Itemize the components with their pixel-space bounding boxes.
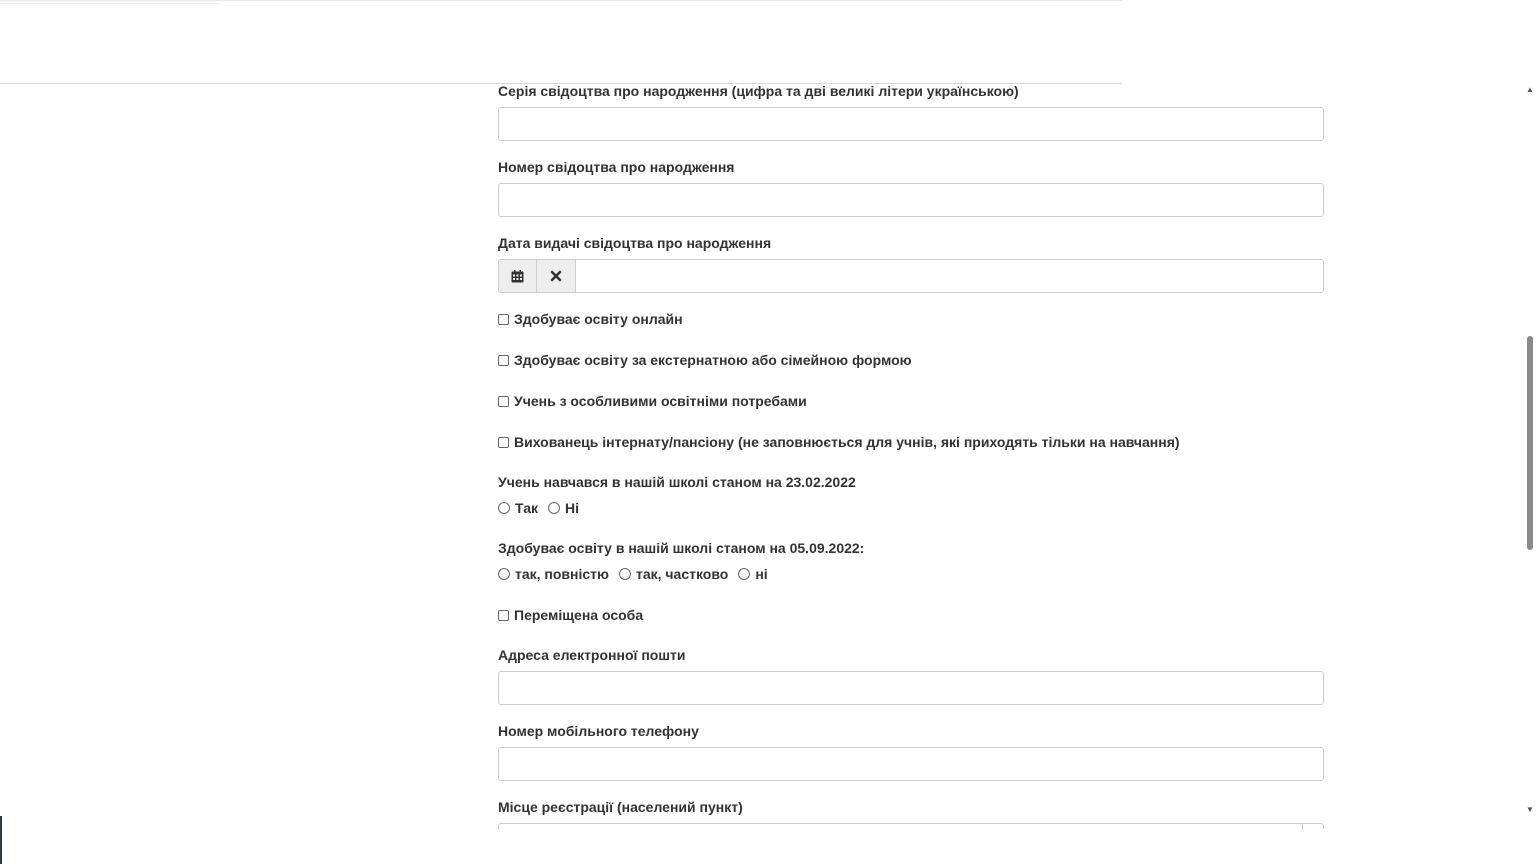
- scroll-down-icon[interactable]: ▼: [1526, 805, 1534, 814]
- radio-option-yes[interactable]: [498, 500, 538, 516]
- radio-option-partially[interactable]: [619, 566, 728, 582]
- radio-option-fully[interactable]: [498, 566, 609, 582]
- radio-option-no[interactable]: [548, 500, 579, 516]
- email-label: Адреса електронної пошти: [498, 647, 686, 663]
- checkbox-boarding-row[interactable]: [498, 433, 1324, 451]
- checkbox-online[interactable]: [498, 314, 509, 325]
- radio-yes-label: Так: [515, 500, 538, 516]
- radio-none-label: ні: [755, 566, 768, 582]
- checkbox-external-label: Здобуває освіту за екстернатною або сімейною формою: [514, 352, 912, 368]
- header-divider: [0, 3, 220, 4]
- page-scrollbar[interactable]: [1524, 84, 1536, 816]
- checkbox-online-label: Здобуває освіту онлайн: [514, 311, 683, 327]
- page-header: [0, 0, 1122, 84]
- birth-cert-date-group: [498, 259, 1324, 293]
- birth-cert-series-label: Серія свідоцтва про народження (цифра та дві великі літери українською): [498, 83, 1019, 99]
- clear-date-button[interactable]: [537, 259, 576, 293]
- studying-2022-09-label: Здобуває освіту в нашій школі станом на 05.09.2022:: [498, 540, 865, 556]
- radio-partially[interactable]: [619, 568, 631, 580]
- registration-place-select[interactable]: [498, 823, 1324, 829]
- phone-label: Номер мобільного телефону: [498, 723, 699, 739]
- scroll-up-icon[interactable]: ▲: [1526, 85, 1534, 94]
- calendar-icon[interactable]: [498, 259, 537, 293]
- studying-2022-09-options: [498, 565, 1324, 583]
- checkbox-boarding[interactable]: [498, 437, 509, 448]
- radio-fully-label: так, повністю: [515, 566, 609, 582]
- birth-cert-date-input[interactable]: [576, 259, 1324, 293]
- birth-cert-series-input[interactable]: [498, 107, 1324, 141]
- birth-cert-number-label: Номер свідоцтва про народження: [498, 159, 735, 175]
- email-input[interactable]: [498, 671, 1324, 705]
- checkbox-displaced-label: Переміщена особа: [514, 607, 644, 623]
- radio-no[interactable]: [548, 502, 560, 514]
- birth-cert-number-input[interactable]: [498, 183, 1324, 217]
- radio-none[interactable]: [738, 568, 750, 580]
- checkbox-external-row[interactable]: [498, 351, 1324, 369]
- studied-2022-label: Учень навчався в нашій школі станом на 23.02.2022: [498, 474, 856, 490]
- close-icon: [550, 270, 562, 282]
- phone-input[interactable]: [498, 747, 1324, 781]
- radio-no-label: Ні: [565, 500, 579, 516]
- select-divider: [1302, 824, 1303, 830]
- scrollbar-thumb[interactable]: [1527, 336, 1533, 550]
- bottom-left-edge: [0, 816, 2, 864]
- checkbox-boarding-label: Вихованець інтернату/пансіону (не заповнюється для учнів, які приходять тільки на навчання): [514, 434, 1180, 450]
- radio-fully[interactable]: [498, 568, 510, 580]
- checkbox-special-needs-row[interactable]: [498, 392, 1324, 410]
- studied-2022-options: [498, 499, 1324, 517]
- calendar-icon-glyph: [511, 270, 524, 283]
- checkbox-displaced[interactable]: [498, 610, 509, 621]
- checkbox-external[interactable]: [498, 355, 509, 366]
- checkbox-online-row[interactable]: [498, 310, 1324, 328]
- registration-place-label: Місце реєстрації (населений пункт): [498, 799, 743, 815]
- checkbox-special-needs[interactable]: [498, 396, 509, 407]
- radio-partially-label: так, частково: [636, 566, 729, 582]
- checkbox-displaced-row[interactable]: [498, 606, 1324, 624]
- student-form: [498, 82, 1324, 829]
- checkbox-special-needs-label: Учень з особливими освітніми потребами: [514, 393, 807, 409]
- radio-option-none[interactable]: [738, 566, 767, 582]
- birth-cert-date-label: Дата видачі свідоцтва про народження: [498, 235, 772, 251]
- radio-yes[interactable]: [498, 502, 510, 514]
